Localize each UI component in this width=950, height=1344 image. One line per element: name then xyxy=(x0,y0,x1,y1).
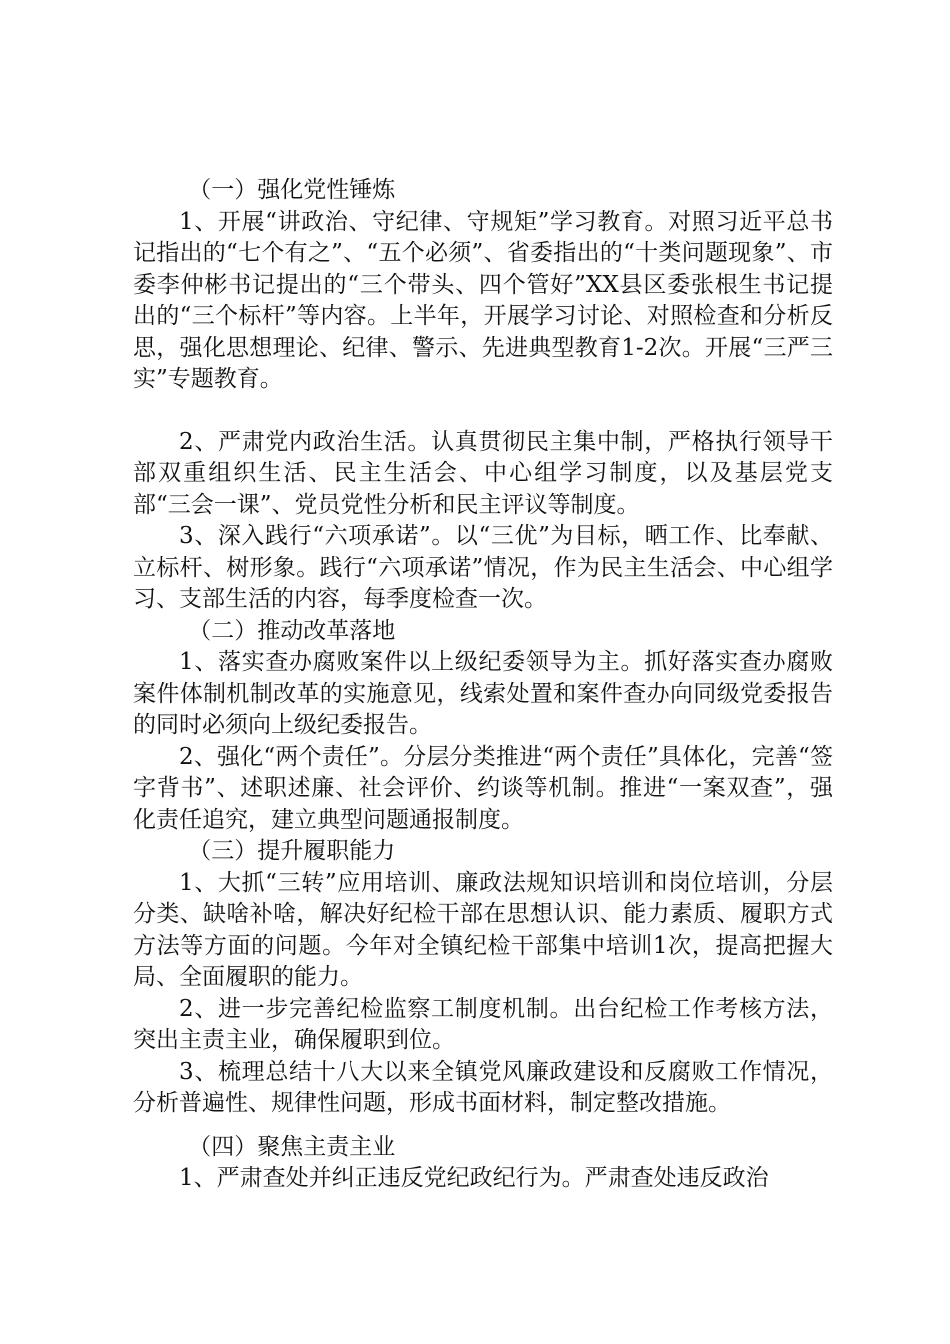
section-1-paragraph-3: 3、深入践行“六项承诺”。以“三优”为目标，晒工作、比奉献、立标杆、树形象。践行“六项承诺”情况，作为民主生活会、中心组学习、支部生活的内容，每季度检查一次。 xyxy=(133,523,833,612)
section-heading-1: （一）强化党性锤炼 xyxy=(188,177,396,203)
section-1-paragraph-1: 1、开展“讲政治、守纪律、守规矩”学习教育。对照习近平总书记指出的“七个有之”、“五个必须”、省委指出的“十类问题现象”、市委李仲彬书记提出的“三个带头、四个管好”XX县区委张根生书记提出的“三个标杆”等内容。上半年，开展学习讨论、对照检查和分析反思，强化思想理论、纪律、警示、先进典型教育1-2次。开展“三严三实”专题教育。 xyxy=(133,208,833,392)
section-1-paragraph-2: 2、严肃党内政治生活。认真贯彻民主集中制，严格执行领导干部双重组织生活、民主生活会、中心组学习制度，以及基层党支部“三会一课”、党员党性分析和民主评议等制度。 xyxy=(133,428,833,518)
section-3-paragraph-3: 3、梳理总结十八大以来全镇党风廉政建设和反腐败工作情况，分析普遍性、规律性问题，形成书面材料，制定整改措施。 xyxy=(133,1058,833,1116)
section-heading-2: （二）推动改革落地 xyxy=(188,617,396,644)
section-2-paragraph-1: 1、落实查办腐败案件以上级纪委领导为主。抓好落实查办腐败案件体制机制改革的实施意见，线索处置和案件查办向同级党委报告的同时必须向上级纪委报告。 xyxy=(133,649,833,738)
section-3-paragraph-1: 1、大抓“三转”应用培训、廉政法规知识培训和岗位培训，分层分类、缺啥补啥，解决好纪检干部在思想认识、能力素质、履职方式方法等方面的问题。今年对全镇纪检干部集中培训1次，提高把握大局、全面履职的能力。 xyxy=(133,869,833,990)
paragraph-spacer xyxy=(133,1120,833,1132)
paragraph-spacer xyxy=(133,396,833,427)
section-heading-3: （三）提升履职能力 xyxy=(188,838,396,864)
section-3-paragraph-2: 2、进一步完善纪检监察工制度机制。出台纪检工作考核方法，突出主责主业，确保履职到位。 xyxy=(133,995,833,1053)
section-heading-4: （四）聚焦主责主业 xyxy=(188,1133,396,1160)
document-body xyxy=(133,175,833,1195)
section-2-paragraph-2: 2、强化“两个责任”。分层分类推进“两个责任”具体化，完善“签字背书”、述职述廉、社会评价、约谈等机制。推进“一案双查”，强化责任追究，建立典型问题通报制度。 xyxy=(133,743,833,833)
section-4-paragraph-1: 1、严肃查处并纠正违反党纪政纪行为。严肃查处违反政治 xyxy=(179,1165,769,1191)
